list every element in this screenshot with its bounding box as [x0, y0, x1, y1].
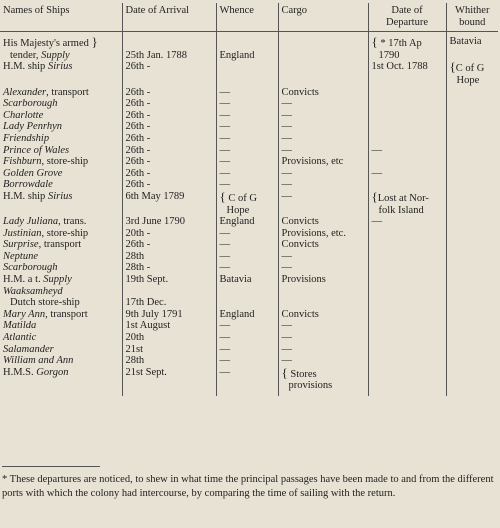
cargo-cell	[278, 286, 368, 298]
arrival-cell: 20th -	[122, 228, 216, 240]
cargo-cell: —	[278, 344, 368, 356]
arrival-cell: 26th -	[122, 110, 216, 122]
arrival-cell: 28th -	[122, 262, 216, 274]
whence-cell: —	[216, 87, 278, 99]
cargo-cell: Convicts	[278, 309, 368, 321]
table-row	[0, 133, 498, 145]
ship-name: Lady Penrhyn	[3, 121, 63, 133]
arrival-cell: 26th -	[122, 145, 216, 157]
cargo-cell	[278, 50, 368, 62]
whither-cell	[446, 344, 498, 356]
whence-cell: —	[216, 239, 278, 251]
arrival-cell: 26th -	[122, 133, 216, 145]
whither-cell	[446, 191, 498, 205]
arrival-cell: 26th -	[122, 156, 216, 168]
whence-cell	[216, 75, 278, 87]
cargo-cell	[278, 205, 368, 217]
arrival-cell: 26th -	[122, 87, 216, 99]
arrival-cell: 21st Sept.	[122, 367, 216, 381]
ship-name: Neptune	[3, 250, 38, 262]
departure-cell: 1st Oct. 1788	[368, 61, 446, 75]
ship-name: Borrowdale	[3, 179, 53, 191]
whither-cell	[446, 50, 498, 62]
cargo-cell: { Stores	[278, 367, 368, 381]
departure-cell	[368, 355, 446, 367]
cargo-cell: provisions	[278, 380, 368, 396]
arrival-cell: 28th	[122, 355, 216, 367]
arrival-cell: 26th -	[122, 179, 216, 191]
cargo-cell: Convicts	[278, 239, 368, 251]
table-header-row	[0, 3, 498, 32]
whither-cell	[446, 179, 498, 191]
arrival-cell	[122, 286, 216, 298]
ship-name: His Majesty's armed }	[3, 34, 98, 50]
whither-cell: {C of G	[446, 61, 498, 75]
departure-cell: —	[368, 168, 446, 180]
departure-cell	[368, 251, 446, 263]
header-cargo: Cargo	[278, 3, 368, 32]
departure-cell	[368, 239, 446, 251]
ship-name: H.M. a t. Supply	[3, 274, 72, 286]
departure-cell	[368, 228, 446, 240]
arrival-cell: 26th -	[122, 168, 216, 180]
table-row	[0, 297, 498, 309]
whither-cell	[446, 320, 498, 332]
whither-cell	[446, 168, 498, 180]
departure-cell	[368, 179, 446, 191]
table-row	[0, 121, 498, 133]
ship-name: Salamander	[3, 343, 54, 355]
cargo-cell	[278, 297, 368, 309]
cargo-cell: —	[278, 168, 368, 180]
brace-glyph: {	[449, 61, 456, 75]
whither-cell	[446, 286, 498, 298]
whence-cell: —	[216, 251, 278, 263]
whither-cell	[446, 239, 498, 251]
ship-name: Fishburn, store-ship	[3, 156, 89, 168]
cargo-cell: —	[278, 191, 368, 205]
whence-cell: —	[216, 98, 278, 110]
ship-name	[0, 205, 122, 217]
table-row	[0, 274, 498, 286]
table-row	[0, 367, 498, 381]
cargo-cell: —	[278, 110, 368, 122]
ship-name: H.M. ship Sirius	[3, 61, 73, 73]
ship-name: Surprise, transport	[3, 239, 82, 251]
arrival-cell: 25th Jan. 1788	[122, 50, 216, 62]
header-date-of-departure: Date of Departure	[368, 3, 446, 32]
departure-cell: folk Island	[368, 205, 446, 217]
departure-cell	[368, 274, 446, 286]
ship-name: tender, Supply	[10, 49, 70, 61]
departure-cell: 1790	[368, 50, 446, 62]
table-row	[0, 98, 498, 110]
ship-name: Justinian, store-ship	[3, 227, 89, 239]
table-row	[0, 179, 498, 191]
departure-cell	[368, 286, 446, 298]
table-row	[0, 380, 498, 396]
ship-name: Charlotte	[3, 109, 44, 121]
table-row	[0, 75, 498, 87]
departure-cell	[368, 262, 446, 274]
cargo-cell: Convicts	[278, 216, 368, 228]
whence-cell: Batavia	[216, 274, 278, 286]
cargo-cell: —	[278, 145, 368, 157]
ship-name: H.M. ship Sirius	[3, 190, 73, 202]
whence-cell: —	[216, 320, 278, 332]
departure-cell	[368, 75, 446, 87]
arrival-cell: 28th	[122, 251, 216, 263]
departure-cell: —	[368, 145, 446, 157]
brace-glyph: {	[371, 34, 378, 50]
arrival-cell: 26th -	[122, 98, 216, 110]
ship-name: Friendship	[3, 132, 50, 144]
whither-cell	[446, 216, 498, 228]
whither-cell	[446, 251, 498, 263]
arrival-cell: 19th Sept.	[122, 274, 216, 286]
table-row	[0, 145, 498, 157]
arrival-cell: 9th July 1791	[122, 309, 216, 321]
table-row	[0, 286, 498, 298]
table-row	[0, 156, 498, 168]
whence-cell: —	[216, 228, 278, 240]
whither-cell	[446, 133, 498, 145]
ship-name: Mary Ann, transport	[3, 308, 88, 320]
table-row	[0, 110, 498, 122]
whither-cell	[446, 367, 498, 381]
cargo-cell	[278, 61, 368, 75]
ship-name: Prince of Wales	[3, 144, 70, 156]
whither-cell	[446, 87, 498, 99]
brace-glyph: {	[219, 190, 226, 204]
whither-cell: Hope	[446, 75, 498, 87]
table-row	[0, 320, 498, 332]
arrival-cell: 6th May 1789	[122, 191, 216, 205]
whence-cell: —	[216, 344, 278, 356]
whence-cell: England	[216, 216, 278, 228]
departure-cell	[368, 98, 446, 110]
arrival-cell: 3rd June 1790	[122, 216, 216, 228]
departure-cell	[368, 320, 446, 332]
whence-cell: —	[216, 121, 278, 133]
whither-cell	[446, 380, 498, 396]
header-whence: Whence	[216, 3, 278, 32]
ships-table	[0, 3, 498, 396]
table-row	[0, 309, 498, 321]
arrival-cell: 20th	[122, 332, 216, 344]
ship-name: Waaksamheyd	[3, 285, 63, 297]
whence-cell: —	[216, 145, 278, 157]
ship-name	[0, 380, 122, 396]
whence-cell: —	[216, 168, 278, 180]
whence-cell: —	[216, 262, 278, 274]
arrival-cell	[122, 205, 216, 217]
ship-name: Atlantic	[3, 332, 37, 344]
whence-cell: —	[216, 133, 278, 145]
whither-cell	[446, 228, 498, 240]
whither-cell	[446, 98, 498, 110]
arrival-cell	[122, 380, 216, 396]
cargo-cell: Provisions	[278, 274, 368, 286]
table-row	[0, 32, 498, 50]
whither-cell	[446, 145, 498, 157]
whence-cell: —	[216, 156, 278, 168]
cargo-cell: Convicts	[278, 87, 368, 99]
ship-name	[0, 75, 122, 87]
whence-cell: England	[216, 309, 278, 321]
ship-name: Scarborough	[3, 262, 58, 274]
whither-cell	[446, 332, 498, 344]
whither-cell	[446, 205, 498, 217]
whence-cell	[216, 32, 278, 50]
table-row	[0, 61, 498, 75]
table-row	[0, 332, 498, 344]
departure-cell: {Lost at Nor-	[368, 191, 446, 205]
arrival-cell: 1st August	[122, 320, 216, 332]
departure-cell: —	[368, 216, 446, 228]
cargo-cell: —	[278, 332, 368, 344]
whence-cell	[216, 61, 278, 75]
whither-cell	[446, 355, 498, 367]
departure-cell	[368, 133, 446, 145]
table-row	[0, 355, 498, 367]
table-row	[0, 205, 498, 217]
table-row	[0, 251, 498, 263]
table-row	[0, 87, 498, 99]
departure-cell	[368, 367, 446, 381]
whence-cell: —	[216, 332, 278, 344]
brace-glyph: {	[281, 366, 288, 380]
whither-cell	[446, 121, 498, 133]
departure-cell	[368, 156, 446, 168]
cargo-cell: —	[278, 121, 368, 133]
header-date-of-arrival: Date of Arrival	[122, 3, 216, 32]
whither-cell	[446, 110, 498, 122]
whither-cell	[446, 309, 498, 321]
footnote: * These departures are noticed, to shew in what time the principal passages have been made to and from the different ports with which the colony had intercourse, by comparing the time of sailing with the return.	[2, 474, 494, 499]
arrival-cell: 21st	[122, 344, 216, 356]
whence-cell: —	[216, 110, 278, 122]
whence-cell: —	[216, 367, 278, 381]
whence-cell	[216, 380, 278, 396]
table-row	[0, 239, 498, 251]
arrival-cell: 26th -	[122, 121, 216, 133]
ship-name: Scarborough	[3, 98, 58, 110]
cargo-cell: Provisions, etc	[278, 156, 368, 168]
cargo-cell: —	[278, 179, 368, 191]
table-row	[0, 228, 498, 240]
ship-name: William and Ann	[3, 355, 74, 367]
ship-name: Dutch store-ship	[10, 297, 80, 309]
arrival-cell: 26th -	[122, 61, 216, 75]
whither-cell: Batavia	[446, 32, 498, 50]
ship-name: H.M.S. Gorgon	[3, 366, 69, 378]
departure-cell	[368, 332, 446, 344]
table-row	[0, 168, 498, 180]
table-row	[0, 191, 498, 205]
cargo-cell	[278, 75, 368, 87]
whence-cell: { C of G	[216, 191, 278, 205]
whence-cell: —	[216, 355, 278, 367]
departure-cell	[368, 309, 446, 321]
ship-name: Matilda	[3, 320, 37, 332]
whence-cell: Hope	[216, 205, 278, 217]
departure-cell	[368, 380, 446, 396]
header-names-of-ships: Names of Ships	[0, 3, 122, 32]
table-row	[0, 344, 498, 356]
table-row	[0, 262, 498, 274]
arrival-cell: 26th -	[122, 239, 216, 251]
departure-cell	[368, 121, 446, 133]
cargo-cell: —	[278, 355, 368, 367]
departure-cell: { * 17th Ap	[368, 32, 446, 50]
cargo-cell: —	[278, 133, 368, 145]
footnote-rule	[2, 466, 100, 467]
table-row	[0, 50, 498, 62]
whither-cell	[446, 274, 498, 286]
departure-cell	[368, 87, 446, 99]
cargo-cell: —	[278, 98, 368, 110]
header-whither-bound: Whither bound	[446, 3, 498, 32]
arrival-cell	[122, 32, 216, 50]
departure-cell	[368, 110, 446, 122]
whither-cell	[446, 156, 498, 168]
cargo-cell: —	[278, 251, 368, 263]
whither-cell	[446, 297, 498, 309]
brace-glyph: }	[91, 34, 98, 50]
whence-cell: —	[216, 179, 278, 191]
arrival-cell	[122, 75, 216, 87]
ship-name: Golden Grove	[3, 167, 63, 179]
ship-name: Alexander, transport	[3, 86, 89, 98]
brace-glyph: {	[371, 190, 378, 204]
departure-cell	[368, 344, 446, 356]
cargo-cell: Provisions, etc.	[278, 228, 368, 240]
departure-cell	[368, 297, 446, 309]
whence-cell: England	[216, 50, 278, 62]
ship-name: Lady Juliana, trans.	[3, 216, 87, 228]
cargo-cell: —	[278, 320, 368, 332]
whither-cell	[446, 262, 498, 274]
cargo-cell: —	[278, 262, 368, 274]
whence-cell	[216, 297, 278, 309]
cargo-cell	[278, 32, 368, 50]
arrival-cell: 17th Dec.	[122, 297, 216, 309]
whence-cell	[216, 286, 278, 298]
table-row	[0, 216, 498, 228]
